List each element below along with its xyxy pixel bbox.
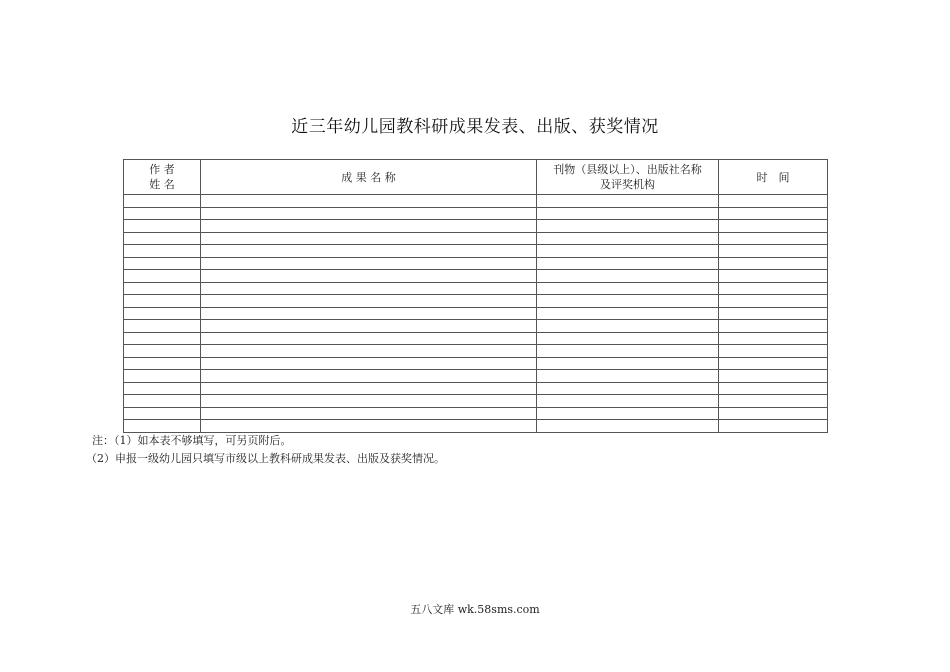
header-time: 时 间: [719, 160, 828, 195]
table-header-row: [124, 160, 828, 195]
time-cell[interactable]: [719, 195, 828, 208]
result-name-cell[interactable]: [201, 245, 537, 258]
time-cell[interactable]: [719, 357, 828, 370]
author-cell[interactable]: [124, 232, 201, 245]
result-name-cell[interactable]: [201, 257, 537, 270]
time-cell[interactable]: [719, 332, 828, 345]
time-cell[interactable]: [719, 257, 828, 270]
publisher-cell[interactable]: [537, 307, 719, 320]
author-cell[interactable]: [124, 332, 201, 345]
publisher-cell[interactable]: [537, 332, 719, 345]
result-name-cell[interactable]: [201, 270, 537, 283]
author-cell[interactable]: [124, 420, 201, 433]
result-name-cell[interactable]: [201, 207, 537, 220]
result-name-cell[interactable]: [201, 320, 537, 333]
time-cell[interactable]: [719, 407, 828, 420]
table-row: [124, 207, 828, 220]
time-cell[interactable]: [719, 270, 828, 283]
publisher-cell[interactable]: [537, 207, 719, 220]
publisher-cell[interactable]: [537, 282, 719, 295]
author-cell[interactable]: [124, 195, 201, 208]
result-name-cell[interactable]: [201, 307, 537, 320]
author-cell[interactable]: [124, 320, 201, 333]
result-name-cell[interactable]: [201, 382, 537, 395]
author-cell[interactable]: [124, 245, 201, 258]
author-cell[interactable]: [124, 357, 201, 370]
publisher-cell[interactable]: [537, 257, 719, 270]
time-cell[interactable]: [719, 420, 828, 433]
author-cell[interactable]: [124, 370, 201, 383]
publisher-cell[interactable]: [537, 270, 719, 283]
header-author-name: [124, 160, 201, 195]
author-cell[interactable]: [124, 270, 201, 283]
publisher-cell[interactable]: [537, 345, 719, 358]
table-row: [124, 307, 828, 320]
time-cell[interactable]: [719, 245, 828, 258]
author-cell[interactable]: [124, 207, 201, 220]
publisher-cell[interactable]: [537, 220, 719, 233]
time-cell[interactable]: [719, 345, 828, 358]
author-cell[interactable]: [124, 282, 201, 295]
table-row: [124, 320, 828, 333]
result-name-cell[interactable]: [201, 295, 537, 308]
time-cell[interactable]: [719, 220, 828, 233]
header-author-line2: 姓 名: [149, 178, 175, 191]
time-cell[interactable]: [719, 207, 828, 220]
header-publisher-line2: 及评奖机构: [600, 178, 655, 191]
footer-watermark: 五八文库 wk.58sms.com: [410, 603, 540, 616]
author-cell[interactable]: [124, 220, 201, 233]
result-name-cell[interactable]: [201, 357, 537, 370]
table-row: [124, 407, 828, 420]
header-publisher-line1: 刊物（县级以上）、出版社名称: [553, 163, 702, 176]
publisher-cell[interactable]: [537, 407, 719, 420]
publisher-cell[interactable]: [537, 395, 719, 408]
author-cell[interactable]: [124, 345, 201, 358]
table-row: [124, 220, 828, 233]
result-name-cell[interactable]: [201, 232, 537, 245]
table-row: [124, 282, 828, 295]
publisher-cell[interactable]: [537, 295, 719, 308]
publisher-cell[interactable]: [537, 232, 719, 245]
result-name-cell[interactable]: [201, 220, 537, 233]
page-title: 近三年幼儿园教科研成果发表、出版、获奖情况: [291, 117, 659, 137]
result-name-cell[interactable]: [201, 407, 537, 420]
author-cell[interactable]: [124, 407, 201, 420]
publisher-cell[interactable]: [537, 195, 719, 208]
publisher-cell[interactable]: [537, 357, 719, 370]
header-publisher: [537, 160, 719, 195]
result-name-cell[interactable]: [201, 395, 537, 408]
publisher-cell[interactable]: [537, 420, 719, 433]
table-row: [124, 420, 828, 433]
result-name-cell[interactable]: [201, 370, 537, 383]
header-author-line1: 作 者: [149, 163, 175, 176]
result-name-cell[interactable]: [201, 195, 537, 208]
time-cell[interactable]: [719, 232, 828, 245]
time-cell[interactable]: [719, 320, 828, 333]
time-cell[interactable]: [719, 295, 828, 308]
table-row: [124, 245, 828, 258]
author-cell[interactable]: [124, 295, 201, 308]
result-name-cell[interactable]: [201, 345, 537, 358]
header-result-name: 成 果 名 称: [201, 160, 537, 195]
time-cell[interactable]: [719, 395, 828, 408]
table-row: [124, 195, 828, 208]
result-name-cell[interactable]: [201, 420, 537, 433]
table-row: [124, 270, 828, 283]
achievement-table: [123, 159, 828, 433]
author-cell[interactable]: [124, 382, 201, 395]
table-row: [124, 345, 828, 358]
table-row: [124, 257, 828, 270]
result-name-cell[interactable]: [201, 332, 537, 345]
author-cell[interactable]: [124, 307, 201, 320]
publisher-cell[interactable]: [537, 320, 719, 333]
time-cell[interactable]: [719, 282, 828, 295]
publisher-cell[interactable]: [537, 370, 719, 383]
table-row: [124, 395, 828, 408]
result-name-cell[interactable]: [201, 282, 537, 295]
time-cell[interactable]: [719, 382, 828, 395]
author-cell[interactable]: [124, 257, 201, 270]
publisher-cell[interactable]: [537, 245, 719, 258]
note-1: 注：（1）如本表不够填写，可另页附后。: [92, 434, 292, 447]
table-row: [124, 357, 828, 370]
time-cell[interactable]: [719, 307, 828, 320]
table-row: [124, 370, 828, 383]
time-cell[interactable]: [719, 370, 828, 383]
notes-block: [86, 432, 445, 468]
table-row: [124, 382, 828, 395]
table-row: [124, 332, 828, 345]
publisher-cell[interactable]: [537, 382, 719, 395]
author-cell[interactable]: [124, 395, 201, 408]
note-2: （2）申报一级幼儿园只填写市级以上教科研成果发表、出版及获奖情况。: [86, 452, 445, 465]
table-row: [124, 295, 828, 308]
table-row: [124, 232, 828, 245]
